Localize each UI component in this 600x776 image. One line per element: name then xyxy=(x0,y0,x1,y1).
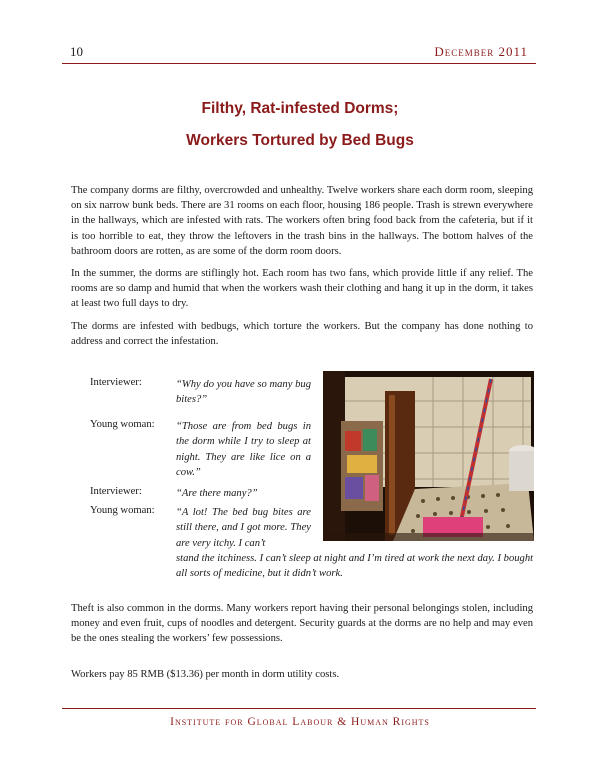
footer-organization: Institute for Global Labour & Human Rights xyxy=(170,716,430,728)
paragraph-utility-costs: Workers pay 85 RMB ($13.36) per month in dorm utility costs. xyxy=(71,669,340,680)
paragraph-summer-heat: In the summer, the dorms are stiflingly hot. Each room has two fans, which provide little if any relief. The rooms are so damp and humid that when the workers wash their clothing and hang it up in the dorm, it takes at least two full days to dry. xyxy=(71,268,533,310)
paragraph-bedbugs: The dorms are infested with bedbugs, which torture the workers. But the company has done nothing to address and correct the infestation. xyxy=(71,321,533,348)
speaker-label: Interviewer: xyxy=(90,377,142,388)
interview-quote: “Are there many?” xyxy=(176,488,258,499)
page-number: 10 xyxy=(70,44,83,59)
speaker-label: Young woman: xyxy=(90,419,155,430)
interview-quote: “Why do you have so many bug bites?” xyxy=(176,379,311,406)
paragraph-theft: Theft is also common in the dorms. Many workers report having their personal belongings stolen, including money and even fruit, cups of noodles and detergent. Security guards at the dorms are no help and may even be the ones stealing the workers’ few possessions. xyxy=(71,603,533,645)
interview-quote-continued: stand the itchiness. I can’t sleep at night and I’m tired at work the next day. I bought all sorts of medicine, but it didn’t work. xyxy=(176,553,534,580)
footer-rule xyxy=(62,708,536,709)
paragraph-dorm-conditions: The company dorms are filthy, overcrowded and unhealthy. Twelve workers share each dorm room, sleeping on six narrow bunk beds. There are 31 rooms on each floor, housing 186 people. Trash is strewn everywhere in the hallways, which are infested with rats. The workers often bring food back from the cafeteria, but if it is too horrible to eat, they throw the leftovers in the trash bins in the hallways. The bottom halves of the bathroom doors are rotten, as are some of the dorm room doors. xyxy=(71,185,533,257)
title-line-1: Filthy, Rat-infested Dorms; xyxy=(201,100,399,117)
bathroom-photo xyxy=(323,371,534,541)
issue-date: December 2011 xyxy=(434,44,528,59)
title-line-2: Workers Tortured by Bed Bugs xyxy=(186,132,414,149)
speaker-label: Interviewer: xyxy=(90,486,142,497)
speaker-label: Young woman: xyxy=(90,505,155,516)
interview-quote: “Those are from bed bugs in the dorm while I try to sleep at night. They are like lice on a cow.” xyxy=(176,421,311,479)
interview-quote: “A lot! The bed bug bites are still there, and I got more. They are very itchy. I can’t xyxy=(176,507,311,549)
header-rule xyxy=(62,63,536,64)
